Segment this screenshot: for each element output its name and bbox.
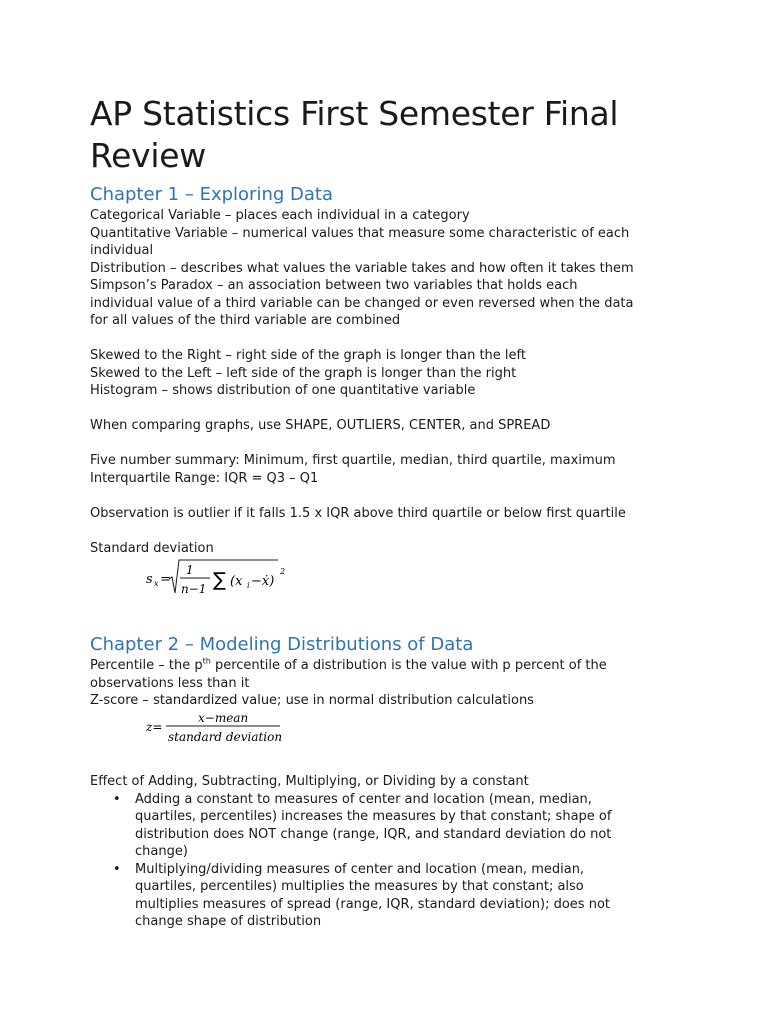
text-line: individual value of a third variable can be changed or even reversed when the data [90,295,634,311]
text-line: Categorical Variable – places each individual in a category [90,208,470,223]
sd-body-sub: i [247,581,250,590]
list-item [90,791,680,861]
iqr-definition: Interquartile Range: IQR = Q3 – Q1 [90,470,319,486]
text-line: change) [135,844,188,859]
five-number-summary: Five number summary: Minimum, first quartile, median, third quartile, maximum [90,453,616,468]
z-formula-graphic [144,710,344,750]
sd-formula [90,557,680,611]
z-numerator: x−mean [198,710,249,725]
text-line: Histogram – shows distribution of one quantitative variable [90,383,476,398]
text-line: individual [90,243,154,258]
sd-body: (x [230,574,243,589]
percentile-definition-line2: observations less than it [90,675,250,691]
text-line: Quantitative Variable – numerical values that measure some characteristic of each [90,225,630,241]
text-line: Adding a constant to measures of center and location (mean, median, [135,791,592,807]
sd-numerator: 1 [186,563,194,577]
text-line: Multiplying/dividing measures of center and location (mean, median, [135,861,585,877]
text-line: quartiles, percentiles) multiplies the measures by that constant; also [135,879,584,894]
title-line-2: Review [90,136,206,175]
effect-bullet-list [90,791,680,931]
title-line-1: AP Statistics First Semester Final [90,94,619,133]
sd-lhs: s [146,572,153,587]
bullet-icon: • [113,791,121,807]
chapter-1-heading: Chapter 1 – Exploring Data [90,184,333,205]
text-line: Skewed to the Right – right side of the graph is longer than the left [90,348,526,363]
text-line: Distribution – describes what values the variable takes and how often it takes them [90,260,634,276]
chapter-2-heading: Chapter 2 – Modeling Distributions of Data [90,634,474,655]
text-line: distribution does NOT change (range, IQR, and standard deviation do not [135,826,612,842]
sigma-symbol: ∑ [213,569,226,591]
compare-note: When comparing graphs, use SHAPE, OUTLIERS, CENTER, and SPREAD [90,418,551,433]
sd-lhs-sub: x [154,579,159,588]
sd-denominator: n−1 [181,582,207,596]
text-line: Simpson’s Paradox – an association between two variables that holds each [90,278,578,293]
bullet-icon: • [113,861,121,877]
z-denominator: standard deviation [168,729,283,744]
zscore-definition: Z-score – standardized value; use in normal distribution calculations [90,693,534,708]
list-item [90,861,680,931]
text-line: quartiles, percentiles) increases the measures by that constant; shape of [135,809,612,824]
text-line: multiplies measures of spread (range, IQR, standard deviation); does not [135,896,611,912]
text-line: for all values of the third variable are combined [90,313,401,328]
page-title [90,93,680,177]
skew-definitions [90,347,680,400]
sd-eq: = [160,572,171,587]
sd-body-rest: −ẋ) [251,574,275,589]
z-lhs: z= [146,719,163,734]
text-line: Skewed to the Left – left side of the graph is longer than the right [90,365,517,381]
z-formula [90,710,680,756]
percentile-text-a: Percentile – the p [90,658,203,673]
sd-label: Standard deviation [90,540,214,556]
chapter-1-definitions [90,207,680,330]
sd-formula-graphic [144,557,364,607]
effect-heading: Effect of Adding, Subtracting, Multiplying, or Dividing by a constant [90,774,529,789]
percentile-definition [90,657,680,675]
sd-power: 2 [280,567,286,576]
outlier-rule: Observation is outlier if it falls 1.5 x IQR above third quartile or below first quartile [90,505,626,521]
percentile-superscript: th [202,656,211,666]
percentile-text-b: percentile of a distribution is the value with p percent of the [210,658,607,673]
document-page [90,93,680,931]
text-line: change shape of distribution [135,914,322,929]
